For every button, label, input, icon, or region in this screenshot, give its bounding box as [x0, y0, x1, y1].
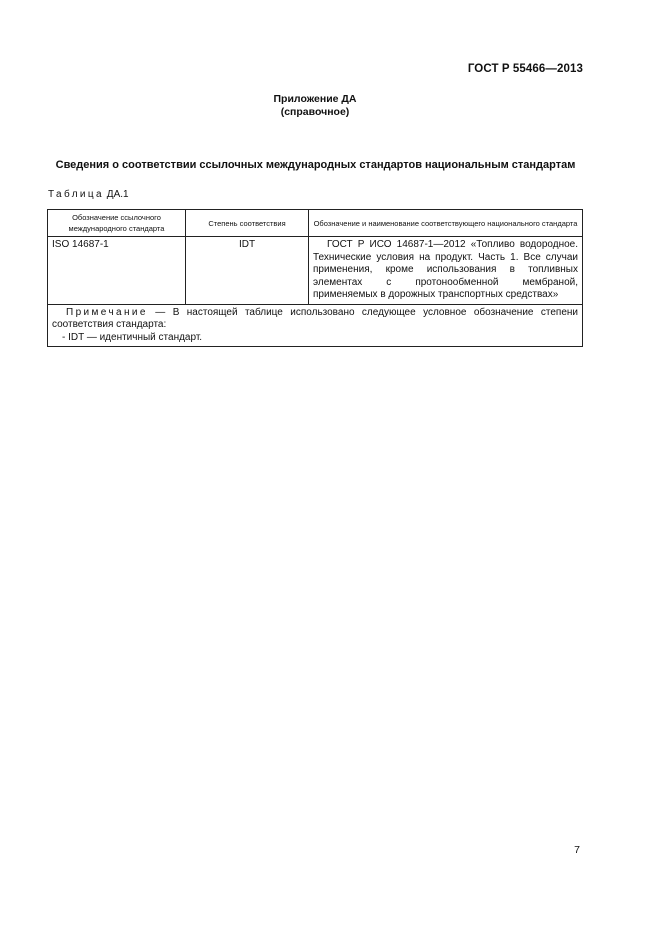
- section-title: Сведения о соответствии ссылочных международных стандартов национальным стандартам: [55, 159, 576, 171]
- table-row: [48, 237, 583, 305]
- table-note: [48, 304, 583, 347]
- note-text: — В настоящей таблице использовано следующее условное обозначение степени соответствия стандарта:: [52, 306, 578, 330]
- table-caption: [48, 189, 129, 200]
- correspondence-table: [47, 209, 583, 347]
- annex-title: Приложение ДА: [273, 93, 357, 105]
- note-paragraph: [52, 307, 578, 332]
- table-note-row: [48, 304, 583, 347]
- header-reference-standard: Обозначение ссылочного международного стандарта: [48, 210, 186, 237]
- header-national-standard: Обозначение и наименование соответствующего национального стандарта: [309, 210, 583, 237]
- cell-national-standard: ГОСТ Р ИСО 14687-1—2012 «Топливо водородное. Технические условия на продукт. Часть 1. Все случаи применения, кроме использования в топливных элементах с протонообменной мембраной, применяемых в дорожных транспортных средствах»: [309, 237, 583, 305]
- annex-heading: [0, 93, 630, 119]
- page-number: 7: [574, 844, 580, 856]
- table-caption-number: ДА.1: [106, 189, 129, 200]
- cell-degree: IDT: [186, 237, 309, 305]
- note-item: - IDT — идентичный стандарт.: [62, 331, 203, 343]
- table-header-row: [48, 210, 583, 237]
- document-code: ГОСТ Р 55466—2013: [467, 63, 583, 75]
- note-label: Примечание: [66, 306, 148, 318]
- cell-reference-standard: ISO 14687-1: [48, 237, 186, 305]
- table-caption-label: Таблица: [48, 189, 105, 200]
- header-degree: Степень соответствия: [186, 210, 309, 237]
- annex-subtitle: (справочное): [280, 106, 350, 118]
